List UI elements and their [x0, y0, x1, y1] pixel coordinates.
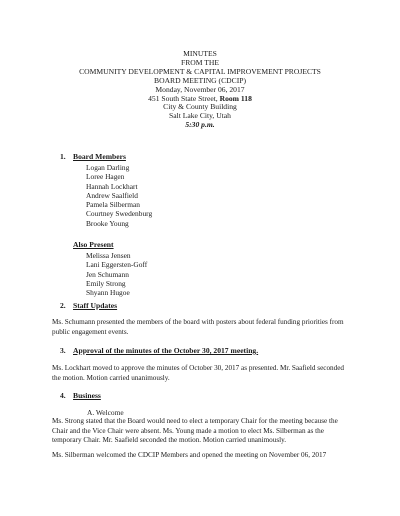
- header-from: FROM THE: [180, 57, 220, 67]
- header-committee: COMMUNITY DEVELOPMENT & CAPITAL IMPROVEMENT PROJECTS: [79, 66, 321, 76]
- header-date: Monday, November 06, 2017: [155, 84, 245, 94]
- list-item: Hannah Lockhart: [86, 181, 138, 191]
- section-title: Staff Updates: [73, 301, 118, 310]
- section-title: Approval of the minutes of the October 30, 2017 meeting.: [73, 346, 259, 355]
- room-number: Room 118: [219, 93, 252, 103]
- section-number: 3.: [60, 346, 66, 355]
- list-item: Logan Darling: [86, 163, 130, 172]
- also-present-title: Also Present: [73, 240, 114, 249]
- list-item: Loree Hagen: [86, 172, 125, 182]
- business-text: Ms. Strong stated that the Board would need to elect a temporary Chair for the meeting because the Chair and the Vice Chair were absent. Ms. Young made a motion to elect Ms. Silberman as the temporary Chair. Mr. Saafield seconded the motion. Motion carried unanimously.: [52, 417, 338, 445]
- section-title: Business: [73, 391, 101, 400]
- header-time: 5:30 p.m.: [185, 120, 215, 130]
- section-board-members: [60, 152, 126, 161]
- list-item: Emily Strong: [86, 278, 126, 288]
- list-item: Brooke Young: [86, 218, 129, 228]
- section-number: 2.: [60, 301, 66, 310]
- staff-updates-text: Ms. Schumann presented the members of the board with posters about federal funding priorities from public engagement events.: [52, 318, 344, 336]
- section-business: [60, 391, 101, 400]
- section-number: 4.: [60, 391, 66, 400]
- section-number: 1.: [60, 152, 66, 161]
- address-text: 451 South State Street,: [148, 93, 220, 103]
- board-members-list: [86, 163, 152, 228]
- document-header: [0, 50, 400, 130]
- list-item: Lani Eggersten-Goff: [86, 260, 148, 270]
- list-item: Jen Schumann: [86, 269, 129, 279]
- section-title: Board Members: [73, 152, 126, 161]
- list-item: Andrew Saalfield: [86, 190, 138, 200]
- list-item: Courtney Swedenburg: [86, 209, 153, 219]
- header-board-meeting: BOARD MEETING (CDCIP): [154, 75, 246, 85]
- also-present-list: [86, 251, 147, 297]
- list-item: Pamela Silberman: [86, 200, 140, 210]
- header-building: City & County Building: [163, 102, 237, 112]
- section-approval: [60, 346, 258, 355]
- welcome-heading: A. Welcome: [87, 408, 124, 417]
- list-item: Melissa Jensen: [86, 251, 131, 260]
- header-minutes: MINUTES: [183, 49, 217, 58]
- business-text-welcome: Ms. Silberman welcomed the CDCIP Members and opened the meeting on November 06, 2017: [52, 451, 327, 459]
- section-staff-updates: [60, 301, 117, 310]
- header-city: Salt Lake City, Utah: [169, 111, 231, 121]
- approval-text: Ms. Lockhart moved to approve the minutes of October 30, 2017 as presented. Mr. Saafield seconded the motion. Motion carried unanimously.: [52, 364, 345, 382]
- list-item: Shyann Hugoe: [86, 288, 130, 298]
